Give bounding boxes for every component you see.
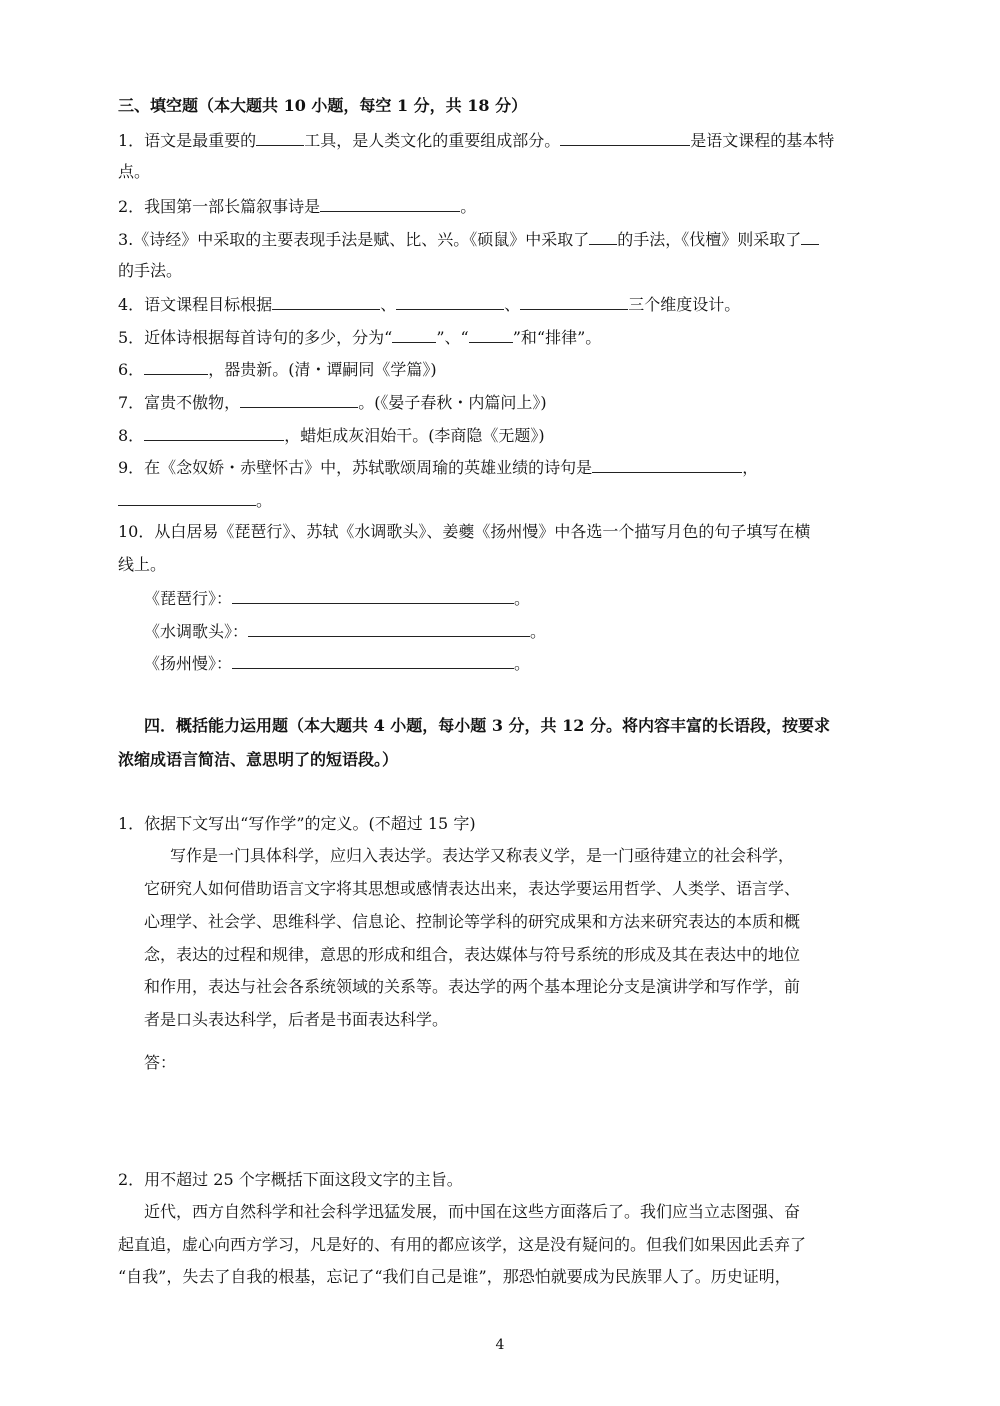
blank[interactable] [144,424,284,441]
answer-line-shuidiao: 《水调歌头》： 。 [144,622,547,641]
passage-line: 者是口头表达科学，后者是书面表达科学。 [144,1010,449,1029]
question-3-10: 10．从白居易《琵琶行》、苏轼《水调歌头》、姜夔《扬州慢》中各选一个描写月色的句子填写在横 [118,522,811,541]
blank[interactable] [272,293,380,310]
answer-line-yangzhou: 《扬州慢》： 。 [144,654,531,673]
question-3-4: 4．语文课程目标根据 、 、 三个维度设计。 [118,295,741,314]
section-4-title-cont: 浓缩成语言简洁、意思明了的短语段。） [118,750,399,769]
blank[interactable] [232,652,514,669]
question-3-10-cont: 线上。 [118,555,167,574]
section-4-title: 四．概括能力运用题（本大题共 4 小题，每小题 3 分，共 12 分。将内容丰富的长语段，按要求 [144,716,830,735]
question-3-6: 6． ，器贵新。(清・谭嗣同《学篇》) [118,360,437,379]
blank[interactable] [144,358,208,375]
question-3-5: 5．近体诗根据每首诗句的多少，分为“ ”、“ ”和“排律”。 [118,328,602,347]
passage-line: 念，表达的过程和规律，意思的形成和组合，表达媒体与符号系统的形成及其在表达中的地位 [144,945,801,964]
blank[interactable] [396,293,504,310]
question-3-8: 8． ，蜡炬成灰泪始干。(李商隐《无题》) [118,426,545,445]
question-3-9-cont: 。 [118,489,272,511]
blank[interactable] [232,587,514,604]
passage-line: “自我”，失去了自我的根基，忘记了“我们自己是谁”，那恐怕就要成为民族罪人了。历史证明， [118,1267,791,1286]
answer-label: 答： [144,1053,177,1072]
blank[interactable] [256,129,304,146]
question-3-1: 1．语文是最重要的 工具，是人类文化的重要组成部分。 是语文课程的基本特 [118,131,835,150]
page-number: 4 [495,1337,505,1353]
blank[interactable] [320,195,460,212]
blank[interactable] [240,391,358,408]
blank[interactable] [589,228,617,245]
section-3-title: 三、填空题（本大题共 10 小题，每空 1 分，共 18 分） [118,96,528,115]
question-3-3-cont: 的手法。 [118,261,183,280]
passage-line: 心理学、社会学、思维科学、信息论、控制论等学科的研究成果和方法来研究表达的本质和概 [144,912,801,931]
blank[interactable] [801,228,819,245]
question-3-7: 7．富贵不傲物， 。(《晏子春秋・内篇问上》) [118,393,547,412]
blank[interactable] [592,456,742,473]
answer-line-pipa: 《琵琶行》： 。 [144,589,531,608]
question-4-1-prompt: 1．依据下文写出“写作学”的定义。(不超过 15 字) [118,814,476,833]
question-3-1-cont: 点。 [118,162,151,181]
blank[interactable] [560,129,690,146]
question-3-3: 3.《诗经》中采取的主要表现手法是赋、比、兴。《硕鼠》中采取了 的手法，《伐檀》则采取了 [118,228,819,250]
question-3-9: 9．在《念奴娇・赤壁怀古》中，苏轼歌颂周瑜的英雄业绩的诗句是 ， [118,458,759,477]
question-4-2-prompt: 2．用不超过 25 个字概括下面这段文字的主旨。 [118,1170,463,1189]
passage-line: 起直追，虚心向西方学习，凡是好的、有用的都应该学，这是没有疑问的。但我们如果因此丢弃了 [118,1235,807,1254]
blank[interactable] [248,620,530,637]
blank[interactable] [118,489,256,506]
passage-line: 近代，西方自然科学和社会科学迅猛发展，而中国在这些方面落后了。我们应当立志图强、奋 [144,1202,801,1221]
passage-line: 写作是一门具体科学，应归入表达学。表达学又称表义学，是一门亟待建立的社会科学， [170,846,795,865]
blank[interactable] [520,293,628,310]
passage-line: 它研究人如何借助语言文字将其思想或感情表达出来，表达学要运用哲学、人类学、语言学、 [144,879,801,898]
blank[interactable] [392,326,436,343]
question-3-2: 2．我国第一部长篇叙事诗是 。 [118,197,477,216]
blank[interactable] [469,326,513,343]
passage-line: 和作用，表达与社会各系统领域的关系等。表达学的两个基本理论分支是演讲学和写作学，前 [144,977,801,996]
